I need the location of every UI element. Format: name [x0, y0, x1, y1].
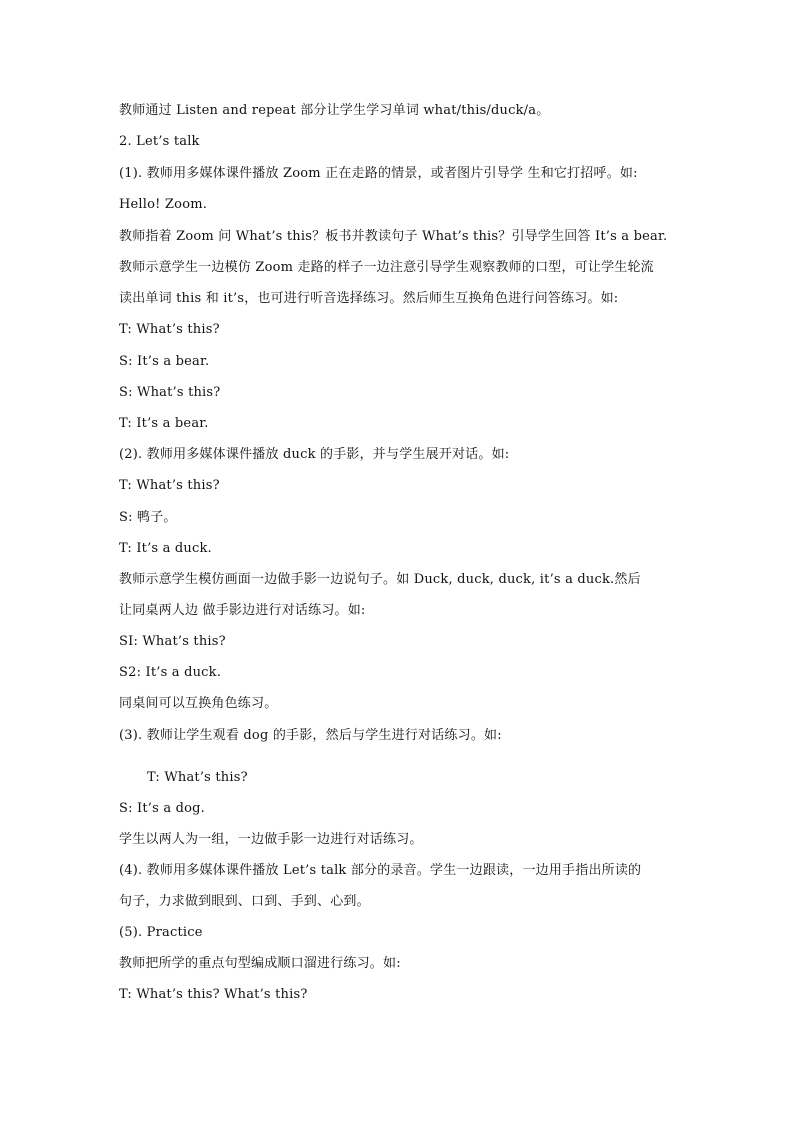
text-line: (3). 教师让学生观看 dog 的手影，然后与学生进行对话练习。如: [119, 728, 502, 743]
text-line: 读出单词 this 和 it’s，也可进行听音选择练习。然后师生互换角色进行问答练习。如: [119, 291, 619, 306]
dialogue-line: T: What’s this? [147, 770, 248, 785]
dialogue-line: T: What’s this? [119, 478, 220, 493]
text-line: 学生以两人为一组，一边做手影一边进行对话练习。 [119, 832, 423, 847]
dialogue-line: S: It’s a dog. [119, 801, 205, 816]
dialogue-line: T: What’s this? What’s this? [119, 987, 308, 1002]
text-line: 让同桌两人边 做手影边进行对话练习。如: [119, 603, 366, 618]
section-heading: (5). Practice [119, 925, 203, 940]
text-line: (1). 教师用多媒体课件播放 Zoom 正在走路的情景，或者图片引导学 生和它打招呼。如: [119, 166, 638, 181]
dialogue-line: T: It’s a duck. [119, 541, 212, 556]
dialogue-line: S: It’s a bear. [119, 354, 210, 369]
dialogue-line: S: 鸭子。 [119, 510, 177, 525]
text-line: 句子，力求做到眼到、口到、手到、心到。 [119, 894, 370, 909]
dialogue-line: SI: What’s this? [119, 634, 226, 649]
dialogue-line: T: What’s this? [119, 322, 220, 337]
dialogue-line: S2: It’s a duck. [119, 665, 222, 680]
section-heading: 2. Let’s talk [119, 134, 200, 149]
dialogue-line: T: It’s a bear. [119, 416, 209, 431]
text-line: (2). 教师用多媒体课件播放 duck 的手影，并与学生展开对话。如: [119, 447, 510, 462]
text-line: (4). 教师用多媒体课件播放 Let’s talk 部分的录音。学生一边跟读，一边用手指出所读的 [119, 863, 642, 878]
text-line: 同桌间可以互换角色练习。 [119, 696, 278, 711]
text-line: 教师通过 Listen and repeat 部分让学生学习单词 what/this/duck/a。 [119, 103, 550, 118]
text-line: 教师指着 Zoom 问 What’s this？板书并教读句子 What’s this？引导学生回答 It’s a bear. [119, 229, 668, 244]
text-line: 教师示意学生一边模仿 Zoom 走路的样子一边注意引导学生观察教师的口型，可让学生轮流 [119, 260, 654, 275]
text-line: 教师把所学的重点句型编成顺口溜进行练习。如: [119, 956, 401, 971]
dialogue-line: Hello! Zoom. [119, 197, 208, 212]
dialogue-line: S: What’s this? [119, 385, 221, 400]
text-line: 教师示意学生模仿画面一边做手影一边说句子。如 Duck, duck, duck, it’s a duck.然后 [119, 572, 641, 587]
